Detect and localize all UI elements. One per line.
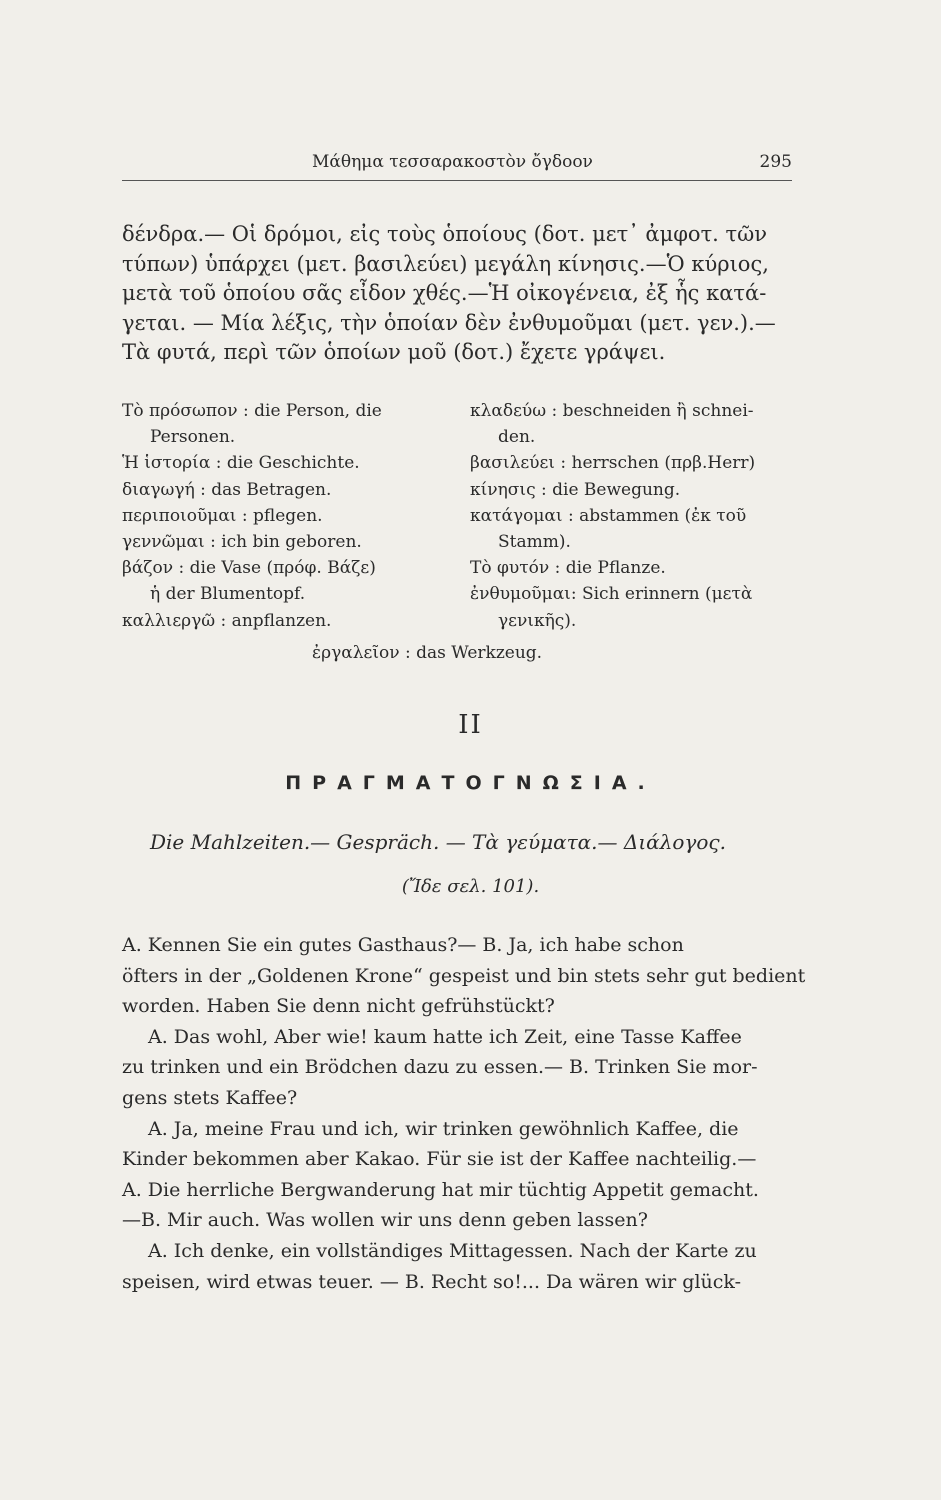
vocab-entry: Personen.: [150, 427, 236, 448]
vocab-entry: ἐνθυμοῦμαι: Sich erinnern (μετὰ: [470, 584, 753, 605]
dialog-line: A. Das wohl, Aber wie! kaum hatte ich Zeit, eine Tasse Kaffee: [148, 1025, 742, 1048]
vocab-entry: βασιλεύει : herrschen (πρβ.Herr): [470, 453, 756, 474]
vocabulary-right-column: [470, 398, 800, 634]
vocab-entry: διαγωγή : das Betragen.: [122, 479, 332, 500]
vocab-entry: ἡ der Blumentopf.: [150, 584, 306, 605]
vocab-entry: γεννῶμαι : ich bin geboren.: [122, 532, 362, 553]
page-number: 295: [759, 152, 792, 172]
vocab-entry: Τὸ πρόσωπον : die Person, die: [122, 401, 382, 421]
greek-paragraph: [122, 220, 794, 368]
dialog-line: —B. Mir auch. Was wollen wir uns denn geben lassen?: [122, 1209, 648, 1232]
section-title: ΠΡΑΓΜΑΤΟΓΝΩΣΙΑ.: [285, 772, 656, 794]
german-dialog: [122, 930, 806, 1297]
vocab-entry: περιποιοῦμαι : pflegen.: [122, 505, 323, 526]
paragraph-line: μετὰ τοῦ ὁποίου σᾶς εἶδον χθές.—Ἡ οἰκογένεια, ἐξ ἧς κατά-: [122, 281, 767, 305]
vocab-entry: Stamm).: [498, 532, 571, 553]
section-subtitle: Die Mahlzeiten.— Gespräch. — Τὰ γεύματα.— Διάλογος.: [150, 830, 726, 854]
vocab-entry: καλλιεργῶ : anpflanzen.: [122, 610, 332, 631]
page-reference: (Ἴδε σελ. 101).: [401, 876, 540, 897]
paragraph-line: δένδρα.— Οἱ δρόμοι, εἰς τοὺς ὁποίους (δοτ. μετ᾽ ἀμφοτ. τῶν: [122, 222, 768, 246]
paragraph-line: Τὰ φυτά, περὶ τῶν ὁποίων μοῦ (δοτ.) ἔχετε γράψει.: [122, 340, 666, 364]
dialog-line: gens stets Kaffee?: [122, 1086, 298, 1109]
vocab-entry: βάζον : die Vase (πρόφ. Βάζε): [122, 558, 376, 579]
dialog-line: Kinder bekommen aber Kakao. Für sie ist der Kaffee nachteilig.—: [122, 1148, 757, 1171]
vocab-entry: κίνησις : die Bewegung.: [470, 479, 681, 500]
dialog-line: A. Ich denke, ein vollständiges Mittagessen. Nach der Karte zu: [148, 1239, 757, 1262]
dialog-line: A. Die herrliche Bergwanderung hat mir tüchtig Appetit gemacht.: [122, 1178, 759, 1201]
page-header: [122, 152, 792, 181]
running-title: Μάθημα τεσσαρακοστὸν ὄγδοον: [312, 152, 593, 172]
paragraph-line: γεται. — Μία λέξις, τὴν ὁποίαν δὲν ἐνθυμοῦμαι (μετ. γεν.).—: [122, 310, 776, 335]
vocab-entry: κατάγομαι : abstammen (ἐκ τοῦ: [470, 505, 747, 526]
section-number: II: [458, 710, 483, 740]
paragraph-line: τύπων) ὑπάρχει (μετ. βασιλεύει) μεγάλη κίνησις.—Ὁ κύριος,: [122, 251, 769, 276]
vocab-entry: γενικῆς).: [498, 610, 577, 631]
vocab-entry: den.: [498, 427, 536, 448]
dialog-line: zu trinken und ein Brödchen dazu zu essen.— B. Trinken Sie mor-: [122, 1056, 758, 1079]
vocab-entry: Τὸ φυτόν : die Pflanze.: [470, 558, 666, 579]
dialog-line: A. Ja, meine Frau und ich, wir trinken gewöhnlich Kaffee, die: [148, 1117, 739, 1140]
vocab-entry: κλαδεύω : beschneiden ἢ schnei-: [470, 401, 754, 421]
dialog-line: öfters in der „Goldenen Krone“ gespeist und bin stets sehr gut bedient: [122, 964, 806, 987]
vocab-entry-last: ἐργαλεῖον : das Werkzeug.: [312, 643, 543, 663]
dialog-line: A. Kennen Sie ein gutes Gasthaus?— B. Ja, ich habe schon: [122, 934, 684, 956]
vocab-entry: Ἡ ἱστορία : die Geschichte.: [122, 453, 360, 474]
dialog-line: speisen, wird etwas teuer. — B. Recht so!... Da wären wir glück-: [122, 1270, 742, 1293]
dialog-line: worden. Haben Sie denn nicht gefrühstückt?: [122, 995, 555, 1018]
vocabulary-left-column: [122, 398, 472, 634]
